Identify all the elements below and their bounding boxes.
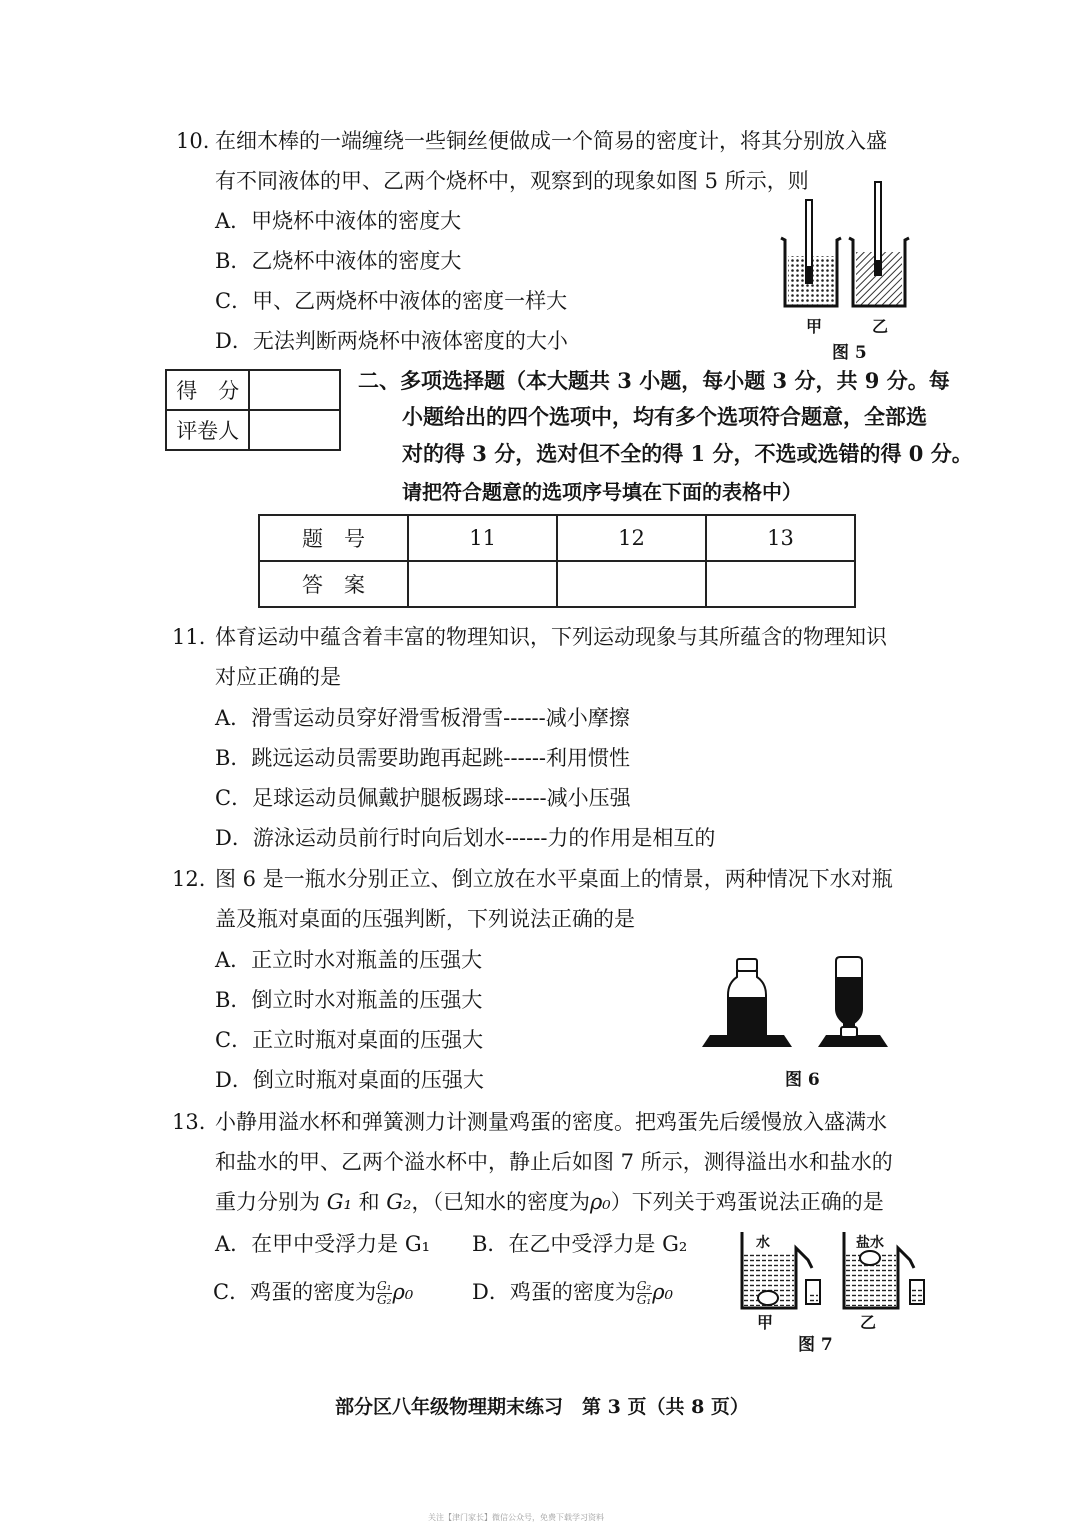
answer-table-q13: 13 <box>706 515 855 561</box>
q11-option-a: A．滑雪运动员穿好滑雪板滑雪------减小摩擦 <box>215 706 630 730</box>
q13-stem-line3-a: 重力分别为 <box>215 1190 327 1214</box>
q11-option-d: D．游泳运动员前行时向后划水------力的作用是相互的 <box>215 826 716 850</box>
q13-option-a: A．在甲中受浮力是 G₁ <box>215 1232 431 1256</box>
q13-g1: G₁ <box>326 1190 352 1214</box>
q13-stem-line3 <box>215 1182 884 1222</box>
q12-option-d: D．倒立时瓶对桌面的压强大 <box>215 1068 484 1092</box>
q10-option-d: D．无法判断两烧杯中液体密度的大小 <box>215 329 568 353</box>
q10-stem-line1: 在细木棒的一端缠绕一些铜丝便做成一个简易的密度计，将其分别放入盛 <box>215 129 887 153</box>
q13-option-d <box>472 1272 673 1312</box>
q11-stem-line1: 体育运动中蕴含着丰富的物理知识，下列运动现象与其所蕴含的物理知识 <box>215 625 887 649</box>
q12-option-a: A．正立时水对瓶盖的压强大 <box>215 948 483 972</box>
q13-option-d-denominator: G₁ <box>636 1293 652 1307</box>
q13-number: 13. <box>172 1110 206 1134</box>
q13-option-c-rho0: ρ₀ <box>392 1280 414 1304</box>
q11-number: 11. <box>172 625 206 649</box>
q13-stem-line3-b: 和 <box>351 1190 387 1214</box>
q10-option-c: C．甲、乙两烧杯中液体的密度一样大 <box>215 289 568 313</box>
q13-option-d-numerator: G₂ <box>636 1279 652 1293</box>
figure-7-water-label: 水 <box>756 1235 770 1251</box>
q13-option-c-prefix: C．鸡蛋的密度为 <box>213 1280 377 1304</box>
figure-6-bottles <box>700 955 890 1051</box>
q12-number: 12. <box>172 867 206 891</box>
figure-5-beakers <box>775 178 915 318</box>
answer-cell-q11[interactable] <box>408 561 557 607</box>
section2-line3: 对的得 3 分，选对但不全的得 1 分，不选或选错的得 0 分。 <box>402 441 973 466</box>
answer-cell-q12[interactable] <box>557 561 706 607</box>
q13-option-d-fraction <box>636 1280 652 1307</box>
q10-number: 10. <box>176 129 210 153</box>
bottom-watermark: 关注【津门家长】微信公众号，免费下载学习资料 <box>428 1513 604 1522</box>
q11-option-b: B．跳远运动员需要助跑再起跳------利用惯性 <box>215 746 631 770</box>
grader-field[interactable] <box>249 410 340 450</box>
q13-option-c-denominator: G₂ <box>377 1293 392 1307</box>
q13-option-d-rho0: ρ₀ <box>652 1280 674 1304</box>
q13-option-c-numerator: G₁ <box>377 1279 392 1293</box>
section2-line2: 小题给出的四个选项中，均有多个选项符合题意，全部选 <box>402 404 927 429</box>
q13-option-c-fraction <box>376 1280 392 1307</box>
q10-stem-line2: 有不同液体的甲、乙两个烧杯中，观察到的现象如图 5 所示，则 <box>215 169 809 193</box>
answer-table-q11: 11 <box>408 515 557 561</box>
grader-label: 评卷人 <box>166 410 249 450</box>
q10-option-b: B．乙烧杯中液体的密度大 <box>215 249 462 273</box>
answer-cell-q13[interactable] <box>706 561 855 607</box>
score-field[interactable] <box>249 370 340 410</box>
score-label: 得 分 <box>166 370 249 410</box>
answer-table-answer-label: 答 案 <box>259 561 408 607</box>
q13-stem-line3-d: ）下列关于鸡蛋说法正确的是 <box>610 1190 884 1214</box>
figure-5-label-yi: 乙 <box>872 317 889 336</box>
q12-option-c: C．正立时瓶对桌面的压强大 <box>215 1028 484 1052</box>
figure-7-caption: 图 7 <box>798 1335 833 1355</box>
figure-7-label-jia: 甲 <box>757 1313 774 1332</box>
figure-5-label-jia: 甲 <box>806 317 823 336</box>
q10-option-a: A．甲烧杯中液体的密度大 <box>215 209 462 233</box>
q13-stem-line2: 和盐水的甲、乙两个溢水杯中，静止后如图 7 所示，测得溢出水和盐水的 <box>215 1150 893 1174</box>
q13-option-d-prefix: D．鸡蛋的密度为 <box>472 1280 636 1304</box>
section2-line4: 请把符合题意的选项序号填在下面的表格中） <box>402 480 802 504</box>
q13-stem-line1: 小静用溢水杯和弹簧测力计测量鸡蛋的密度。把鸡蛋先后缓慢放入盛满水 <box>215 1110 887 1134</box>
q13-option-b: B．在乙中受浮力是 G₂ <box>472 1232 688 1256</box>
page-footer: 部分区八年级物理期末练习 第 3 页（共 8 页） <box>335 1396 749 1418</box>
q13-stem-line3-c: ，（已知水的密度为 <box>411 1190 590 1214</box>
q13-option-c <box>213 1272 413 1312</box>
q11-option-c: C．足球运动员佩戴护腿板踢球------减小压强 <box>215 786 631 810</box>
answer-table <box>258 514 856 608</box>
figure-5-caption: 图 5 <box>832 343 867 363</box>
q12-stem-line2: 盖及瓶对桌面的压强判断，下列说法正确的是 <box>215 907 635 931</box>
q12-stem-line1: 图 6 是一瓶水分别正立、倒立放在水平桌面上的情景，两种情况下水对瓶 <box>215 867 893 891</box>
answer-table-row-label: 题 号 <box>259 515 408 561</box>
q13-rho0: ρ₀ <box>589 1190 611 1214</box>
q12-option-b: B．倒立时水对瓶盖的压强大 <box>215 988 483 1012</box>
answer-table-q12: 12 <box>557 515 706 561</box>
figure-7-salt-water-label: 盐水 <box>856 1235 884 1251</box>
q11-stem-line2: 对应正确的是 <box>215 665 341 689</box>
section2-line1: 二、多项选择题（本大题共 3 小题，每小题 3 分，共 9 分。每 <box>358 368 950 393</box>
figure-7-label-yi: 乙 <box>860 1313 877 1332</box>
figure-6-caption: 图 6 <box>785 1070 820 1090</box>
q13-g2: G₂ <box>386 1190 412 1214</box>
score-box <box>165 369 341 451</box>
